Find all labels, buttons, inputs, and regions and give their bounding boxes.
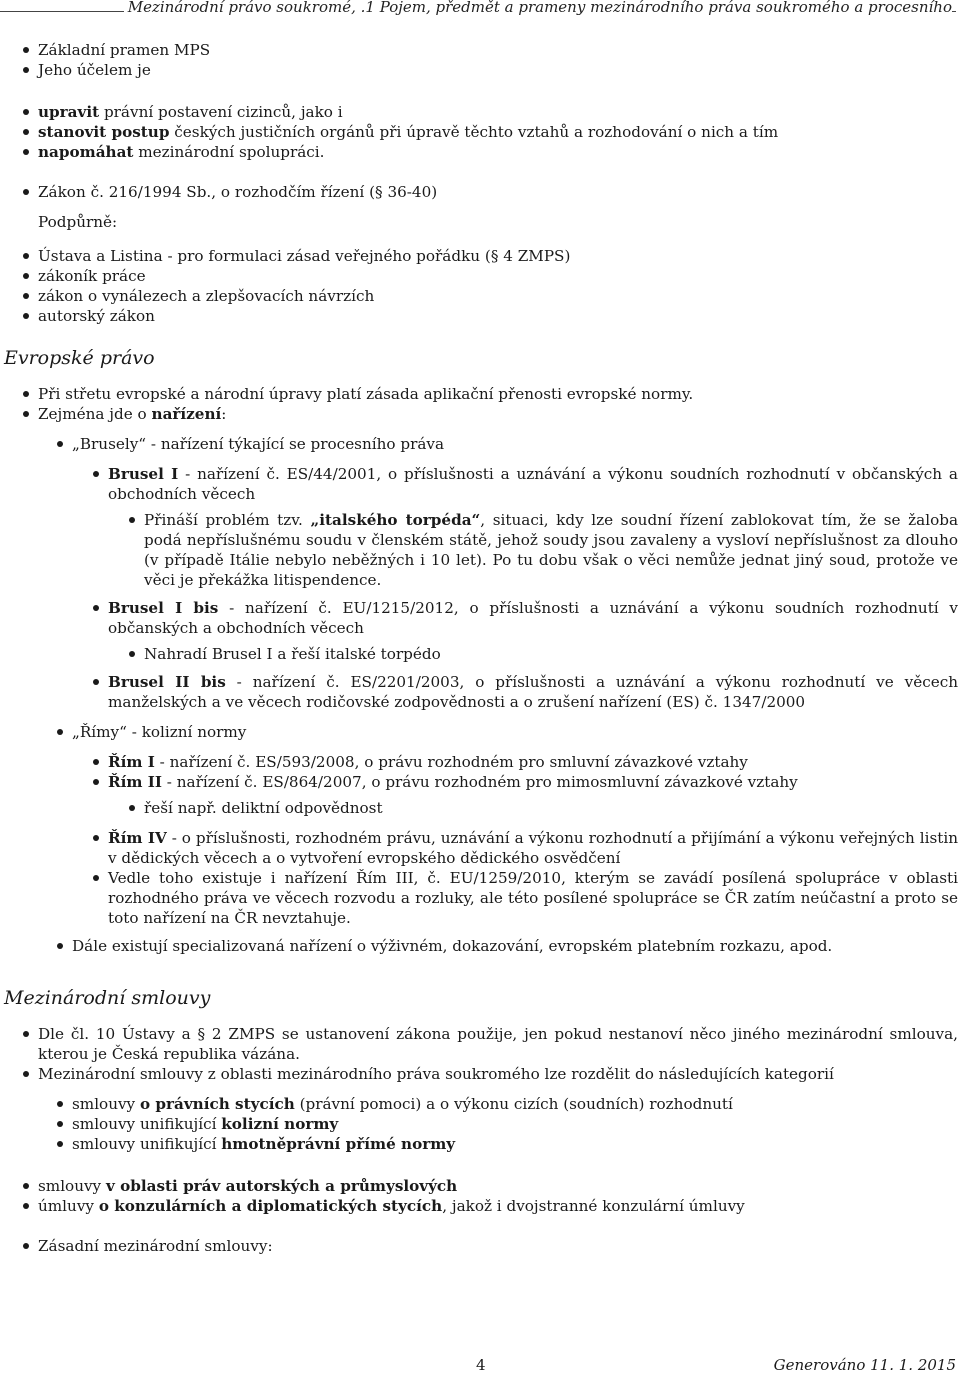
- brusel-i-sub-list: [0, 510, 958, 590]
- list-item: Přináší problém tzv. „italského torpéda“, situaci, kdy lze soudní řízení zablokovat tím, že se žaloba podá nepříslušnému soudu v členském státě, jehož soudy jsou zavaleny a vysloví nepříslušnost za dlouho (v případě Itálie nebylo neběžných i 10 let). Po tu dobu však o věci nemůže jednat jiný soud, protože ve věci je překážka litispendence.: [144, 511, 958, 589]
- header-title: Mezinárodní právo soukromé, .1 Pojem, předmět a prameny mezinárodního práva soukromého a procesního: [124, 0, 952, 16]
- list-item: stanovit postup českých justičních orgánů při úpravě těchto vztahů a rozhodování o nich a tím: [38, 122, 958, 142]
- brusel-ii-bis-list: [0, 672, 958, 712]
- goals-list: [0, 102, 958, 162]
- page-number: 4: [476, 1356, 486, 1374]
- list-item: smlouvy v oblasti práv autorských a průmyslových: [38, 1176, 958, 1196]
- rim-ii-sub-list: [0, 798, 958, 818]
- list-item: „Římy“ - kolizní normy: [72, 722, 958, 742]
- list-item: Zásadní mezinárodní smlouvy:: [38, 1236, 958, 1256]
- list-item: Zákon č. 216/1994 Sb., o rozhodčím řízení (§ 36-40): [38, 182, 958, 202]
- list-item: smlouvy unifikující hmotněprávní přímé normy: [72, 1134, 958, 1154]
- list-item: úmluvy o konzulárních a diplomatických stycích, jakož i dvojstranné konzulární úmluvy: [38, 1196, 958, 1216]
- zakon-list: [0, 182, 958, 202]
- list-item: Základní pramen MPS: [38, 40, 958, 60]
- treaties-more-list: [0, 1176, 958, 1216]
- section-heading-eu: Evropské právo: [4, 347, 155, 369]
- list-item: Dále existují specializovaná nařízení o výživném, dokazování, evropském platebním rozkazu, apod.: [72, 936, 958, 956]
- list-item: smlouvy o právních stycích (právní pomoci) a o výkonu cizích (soudních) rozhodnutí: [72, 1094, 958, 1114]
- list-item: upravit právní postavení cizinců, jako i: [38, 102, 958, 122]
- list-item: Zejména jde o nařízení:: [38, 404, 958, 424]
- list-item: Brusel II bis - nařízení č. ES/2201/2003, o příslušnosti a uznávání a výkonu rozhodnutí ve věcech manželských a ve věcech rodičovské zodpovědnosti a o zrušení nařízení (ES) č. 1347/2000: [108, 673, 958, 711]
- list-item: zákoník práce: [38, 266, 958, 286]
- categories-list: [0, 1094, 958, 1154]
- page-header: [0, 0, 958, 16]
- list-item: Při střetu evropské a národní úpravy platí zásada aplikační přenosti evropské normy.: [38, 384, 958, 404]
- brusel-i-list: [0, 464, 958, 504]
- rim-iv-list: [0, 828, 958, 928]
- rimy-list: [0, 722, 958, 742]
- list-item: Řím IV - o příslušnosti, rozhodném právu, uznávání a výkonu rozhodnutí a přijímání a výkonu veřejných listin v dědických věcech a o vytvoření evropského dědického osvědčení: [108, 829, 958, 867]
- list-item: napomáhat mezinárodní spolupráci.: [38, 142, 958, 162]
- treaties-list: [0, 1024, 958, 1084]
- list-item: Dle čl. 10 Ústavy a § 2 ZMPS se ustanovení zákona použije, jen pokud nestanoví něco jiného mezinárodní smlouva, kterou je Česká republika vázána.: [38, 1025, 958, 1063]
- list-item: Brusel I bis - nařízení č. EU/1215/2012, o příslušnosti a uznávání a výkonu soudních rozhodnutí v občanských a obchodních věcech: [108, 599, 959, 637]
- list-item: Řím I - nařízení č. ES/593/2008, o právu rozhodném pro smluvní závazkové vztahy: [108, 752, 958, 772]
- eu-list: [0, 384, 958, 424]
- list-item: „Brusely“ - nařízení týkající se procesního práva: [72, 434, 958, 454]
- list-item: autorský zákon: [38, 306, 958, 326]
- rim-list: [0, 752, 958, 792]
- brusel-i-bis-sub-list: [0, 644, 958, 664]
- section-heading-treaties: Mezinárodní smlouvy: [4, 987, 211, 1009]
- page-content: [0, 40, 958, 1256]
- list-item: zákon o vynálezech a zlepšovacích návrzích: [38, 286, 958, 306]
- zasadni-list: [0, 1236, 958, 1256]
- list-item: Jeho účelem je: [38, 60, 958, 80]
- list-item: řeší např. deliktní odpovědnost: [144, 798, 958, 818]
- other-list: [0, 936, 958, 956]
- generated-date: Generováno 11. 1. 2015: [773, 1356, 956, 1374]
- brusely-list: [0, 434, 958, 454]
- list-item: Řím II - nařízení č. ES/864/2007, o právu rozhodném pro mimosmluvní závazkové vztahy: [108, 772, 958, 792]
- support-list: [0, 246, 958, 326]
- list-item: Brusel I - nařízení č. ES/44/2001, o příslušnosti a uznávání a výkonu soudních rozhodnutí v občanských a obchodních věcech: [108, 465, 958, 503]
- list-item: smlouvy unifikující kolizní normy: [72, 1114, 958, 1134]
- podpurne-label: Podpůrně:: [38, 213, 118, 231]
- list-item: Nahradí Brusel I a řeší italské torpédo: [144, 644, 958, 664]
- list-item: Ústava a Listina - pro formulaci zásad veřejného pořádku (§ 4 ZMPS): [38, 246, 958, 266]
- list-item: Mezinárodní smlouvy z oblasti mezinárodního práva soukromého lze rozdělit do následujících kategorií: [38, 1064, 958, 1084]
- list-item: Vedle toho existuje i nařízení Řím III, č. EU/1259/2010, kterým se zavádí posílená spolupráce v oblasti rozhodného práva ve věcech rozvodu a rozluky, ale této posílené spolupráce se ČR zatím neúčastní a proto se toto nařízení na ČR nevztahuje.: [108, 869, 958, 927]
- intro-list: [0, 40, 958, 80]
- brusel-i-bis-list: [0, 598, 958, 638]
